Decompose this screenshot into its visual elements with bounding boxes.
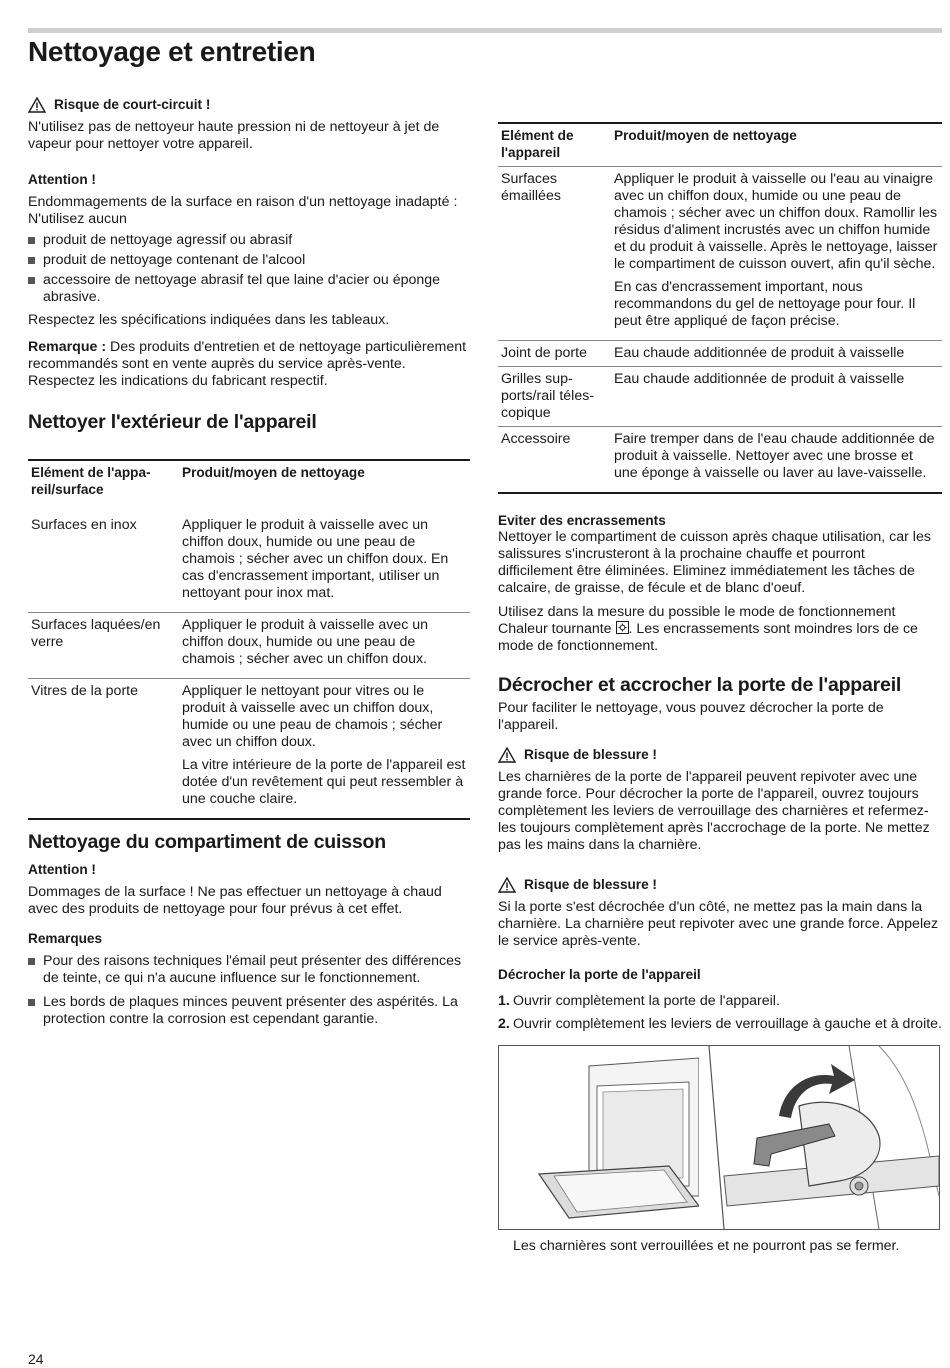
bullet-list-abrasives — [28, 232, 470, 306]
table-header-row: Elément de l'appareil Produit/moyen de nettoyage — [498, 123, 942, 167]
list-item: accessoire de nettoyage abrasif tel que laine d'acier ou éponge abrasive. — [28, 272, 470, 306]
warning-text: N'utilisez pas de nettoyeur haute pression ni de nettoyeur à jet de vapeur pour nettoyer votre appareil. — [28, 119, 440, 152]
warning-injury: Risque de blessure ! — [498, 746, 942, 763]
attention-text: Endommagements de la surface en raison d'un nettoyage inadapté : N'utilisez aucun — [28, 194, 458, 227]
warning-short-circuit: Risque de court-circuit ! — [28, 96, 470, 113]
table-row: Surfaces émaillées Appliquer le produit à vaisselle ou l'eau au vinaigre avec un chiffon doux, humide ou une peau de chamois ; sécher avec un chiffon doux. Ramollir les résidus d'aliment incrustés avec un chiffon humide et du produit à vaisselle. Après le nettoyage, laisser le compartiment de cuisson ouvert, afin qu'il sèche. En cas d'encrassement important, nous recommandons du gel de nettoyage pour four. Il peut être appliqué de façon précise. — [498, 167, 942, 341]
door-hinge-illustration — [498, 1045, 940, 1230]
exterior-cleaning-table — [28, 459, 470, 820]
door-intro: Pour faciliter le nettoyage, vous pouvez décrocher la porte de l'appareil. — [498, 700, 884, 733]
section-heading-door: Décrocher et accrocher la porte de l'appareil — [498, 674, 902, 696]
list-item: Pour des raisons techniques l'émail peut présenter des différences de teinte, ce qui n'a aucune influence sur le fonctionnement. — [28, 953, 470, 987]
warning-icon — [28, 97, 46, 113]
warning-injury: Risque de blessure ! — [498, 876, 942, 893]
list-item: produit de nettoyage contenant de l'alcool — [28, 252, 470, 269]
warning-icon — [498, 747, 516, 763]
respect-text: Respectez les spécifications indiquées dans les tableaux. — [28, 312, 390, 328]
hot-air-text: Utilisez dans la mesure du possible le mode de fonctionnement Chaleur tournante . Les encrassements sont moindres lors de ce mode de fonctionnement. — [498, 604, 918, 654]
attention-label: Attention ! — [28, 172, 96, 187]
interior-cleaning-table — [498, 122, 942, 494]
section-heading-compartment: Nettoyage du compartiment de cuisson — [28, 831, 386, 853]
list-item: produit de nettoyage agressif ou abrasif — [28, 232, 470, 249]
table-row: Accessoire Faire tremper dans de l'eau chaude additionnée de produit à vaisselle. Nettoyer avec une brosse et une éponge à vaisselle ou laver au lave-vaisselle. — [498, 427, 942, 494]
list-item: Les bords de plaques minces peuvent présenter des aspérités. La protection contre la corrosion est cependant garantie. — [28, 994, 470, 1028]
table-row: Surfaces laquées/en verre Appliquer le produit à vaisselle avec un chiffon doux, humide ou une peau de chamois ; sécher avec un chiffon doux. — [28, 613, 470, 679]
table-header-row: Elément de l'appareil/surface Produit/moyen de nettoyage — [28, 460, 470, 503]
bullet-list-remarks — [28, 953, 470, 1028]
table-row: Joint de porte Eau chaude additionnée de produit à vaisselle — [498, 341, 942, 367]
avoid-dirt-title: Eviter des encrassements — [498, 513, 666, 528]
left-column — [28, 96, 470, 1034]
table-row: Surfaces en inox Appliquer le produit à vaisselle avec un chiffon doux, humide ou une peau de chamois ; sécher avec un chiffon doux. En cas d'encrassement important, utiliser un nettoyant pour inox mat. — [31, 517, 449, 601]
warning-text: Les charnières de la porte de l'appareil peuvent repivoter avec une grande force. Pour décrocher la porte de l'appareil, ouvrez toujours complètement les leviers de verrouillage des charnières et refermez-les toujours complètement après l'accrochage de la porte. Ne mettez pas les mains dans la charnière. — [498, 769, 930, 853]
hot-air-fan-icon — [616, 621, 629, 634]
figure-caption: Les charnières sont verrouillées et ne pourront pas se fermer. — [513, 1238, 900, 1254]
avoid-dirt-text: Nettoyer le compartiment de cuisson après chaque utilisation, car les salissures s'incrusteront à la prochaine chauffe et pourront difficilement être éliminées. Eliminez immédiatement les tâches de calcaire, de graisse, de fécule et de blanc d'oeuf. — [498, 529, 931, 596]
unhook-door-title: Décrocher la porte de l'appareil — [498, 967, 701, 982]
remarks-label: Remarques — [28, 931, 103, 946]
section-heading-exterior: Nettoyer l'extérieur de l'appareil — [28, 411, 317, 433]
warning-icon — [498, 877, 516, 893]
top-rule — [28, 28, 942, 33]
warning-text: Si la porte s'est décrochée d'un côté, ne mettez pas la main dans la charnière. La charnière peut repivoter avec une grande force. Appelez le service après-vente. — [498, 899, 939, 949]
steps-list — [498, 993, 942, 1033]
page-number: 24 — [28, 1351, 44, 1367]
table-row: Grilles supports/rail télescopique Eau chaude additionnée de produit à vaisselle — [498, 367, 942, 427]
attention-text: Dommages de la surface ! Ne pas effectuer un nettoyage à chaud avec des produits de nettoyage pour four prévus à cet effet. — [28, 884, 442, 917]
page-title: Nettoyage et entretien — [28, 36, 316, 67]
oven-hinge-image — [499, 1046, 939, 1229]
step-item: 2. Ouvrir complètement les leviers de verrouillage à gauche et à droite. — [498, 1016, 942, 1032]
step-item: 1. Ouvrir complètement la porte de l'appareil. — [498, 993, 780, 1009]
remark: Remarque : Des produits d'entretien et de nettoyage particulièrement recommandés sont en vente auprès du service après-vente. Respectez les indications du fabricant respectif. — [28, 339, 467, 389]
attention-label: Attention ! — [28, 862, 96, 877]
table-row: Vitres de la porte Appliquer le nettoyant pour vitres ou le produit à vaisselle avec un chiffon doux, humide ou une peau de chamois ; sécher avec un chiffon doux. La vitre intérieure de la porte de l'appareil est dotée d'un revêtement qui peut ressembler à une couche claire. — [28, 679, 470, 820]
right-column — [498, 122, 942, 1262]
